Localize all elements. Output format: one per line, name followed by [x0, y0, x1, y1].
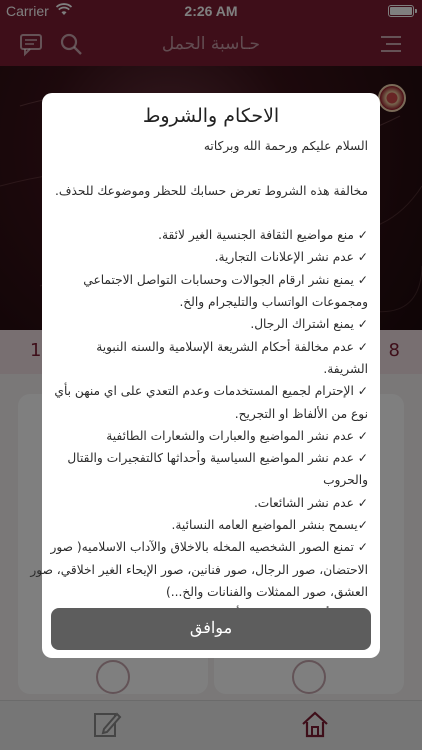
terms-line: ✓ عدم نشر الشائعات. [253, 495, 368, 510]
terms-line: ✓ تمنع الصور الشخصيه المخله بالاخلاق والآداب الاسلاميه( صور [50, 540, 368, 555]
agree-button[interactable]: موافق [51, 608, 371, 650]
terms-line [52, 157, 368, 179]
terms-line: ✓ عدم نشر الإعلانات التجارية. [214, 250, 368, 265]
terms-line: السلام عليكم ورحمة الله وبركاته [203, 139, 368, 153]
terms-line: ✓ عدم نشر المواضيع السياسية وأحداثها كالتفجيرات والقتال [67, 451, 368, 466]
terms-line: ومجموعات الواتساب والتليجرام والخ. [179, 295, 368, 310]
terms-line: ✓ الإحترام لجميع المستخدمات وعدم التعدي على اي منهن بأي [54, 384, 368, 399]
terms-line: ✓ عدم مخالفة أحكام الشريعة الإسلامية والسنه النبوية [96, 339, 368, 354]
terms-line: ✓يسمح بنشر المواضيع العامه النسائية. [171, 518, 368, 533]
terms-line: ✓ منع مواضيع الثقافة الجنسية الغير لائقة. [158, 228, 368, 243]
terms-dialog [30, 93, 380, 658]
terms-line: الاحتضان، صور الرجال، صور فنانين، صور الإيحاء الغير اخلاقي، صور [30, 562, 368, 577]
terms-line: العشق، صور الممثلات والفنانات والخ...) [166, 584, 368, 599]
dialog-title: الاحكام والشروط [142, 105, 280, 127]
terms-line: نوع من الألفاظ او التجريح. [234, 406, 368, 421]
terms-line: والحروب [323, 473, 368, 488]
terms-line [52, 202, 368, 224]
terms-line: ✓ يمنع نشر ارقام الجوالات وحسابات التواصل الاجتماعي [83, 272, 368, 287]
terms-text[interactable] [30, 135, 368, 601]
terms-line: مخالفة هذه الشروط تعرض حسابك للحظر وموضوعك للحذف. [55, 183, 368, 198]
terms-line: ✓ عدم نشر المواضيع والعبارات والشعارات الطائفية [106, 428, 368, 443]
terms-line: الشريفة. [323, 361, 368, 376]
terms-line: ✓ يمنع اشتراك الرجال. [250, 317, 368, 332]
